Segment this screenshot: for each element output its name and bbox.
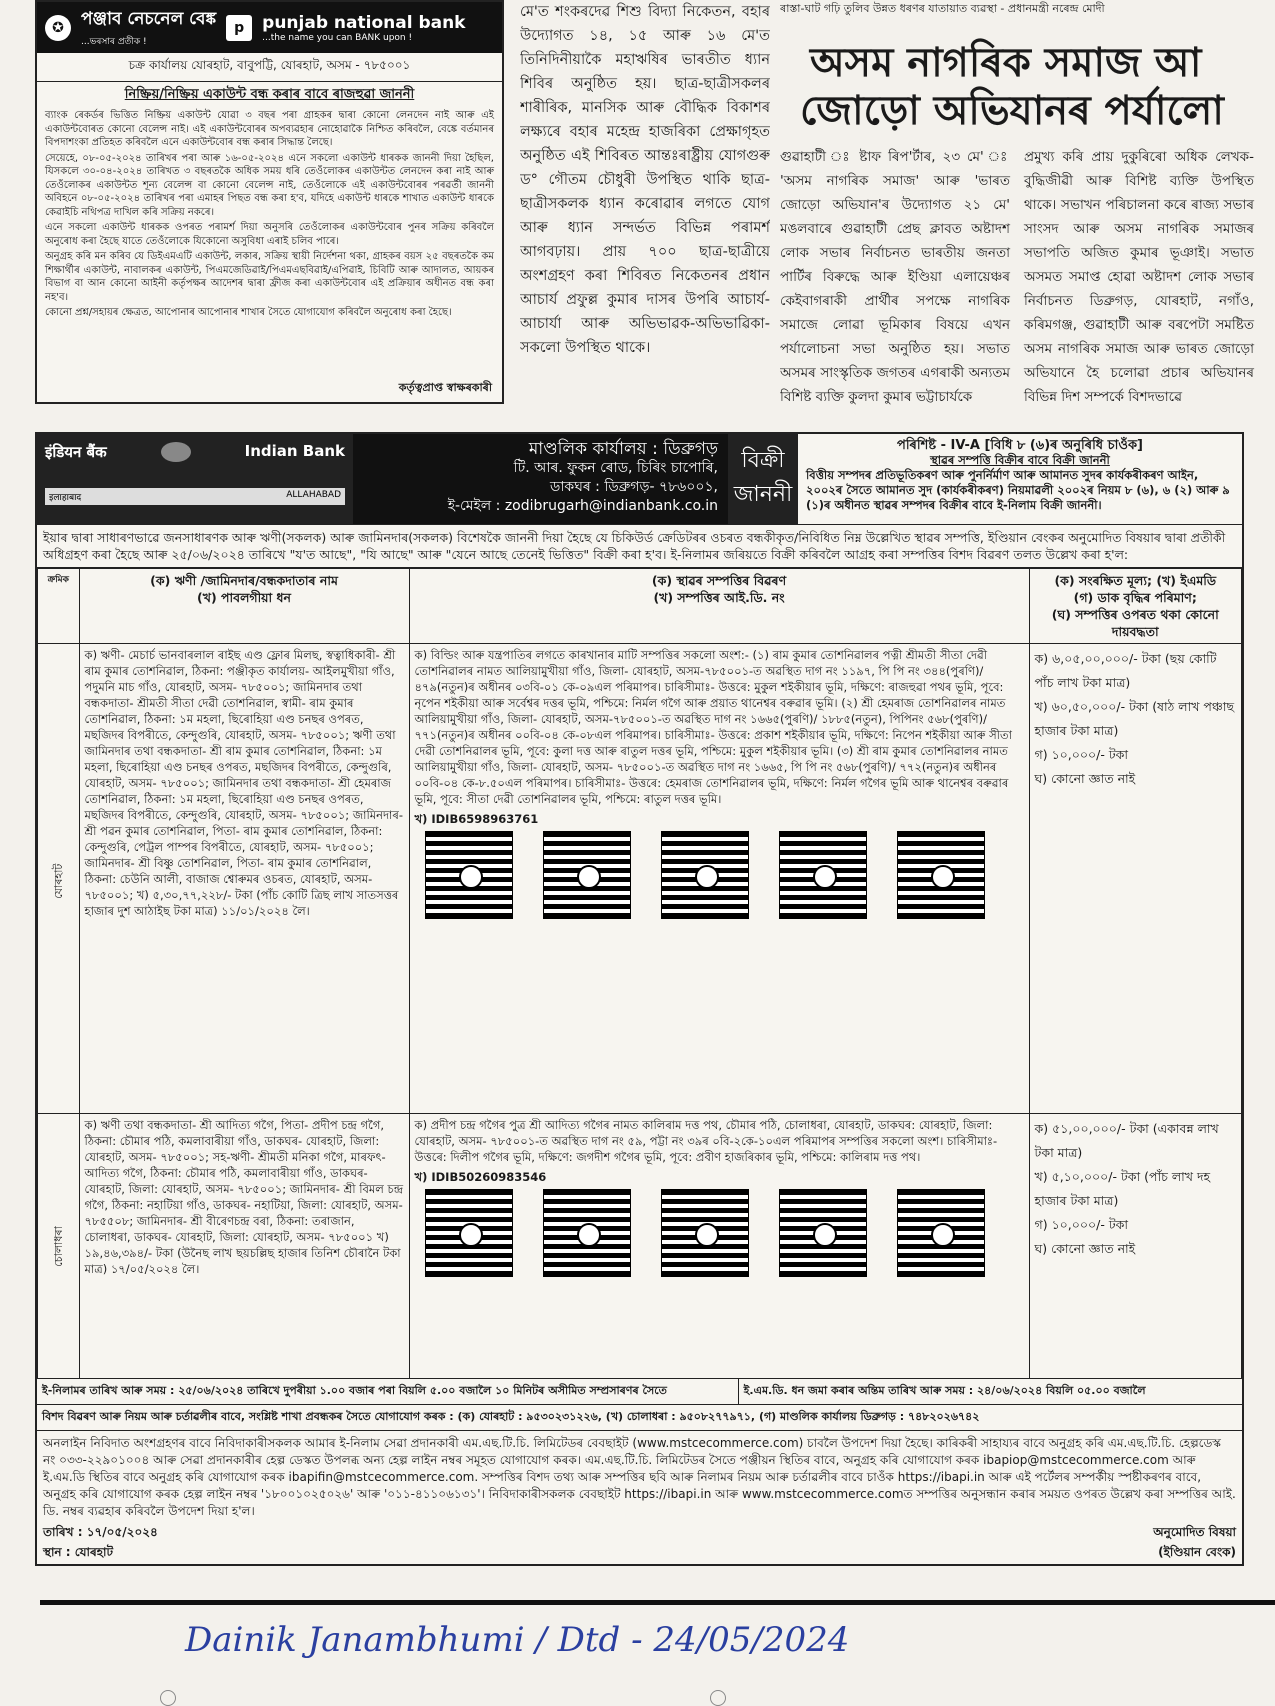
branch-contacts: বিশদ বিৱৰণ আৰু নিয়ম আৰু চৰ্তাৱলীৰ বাবে, সংশ্লিষ্ট শাখা প্ৰবন্ধকৰ সৈতে যোগাযোগ কৰক : (ক) যোৰহাট : ৯৫৩০২৩১২২৬, (খ) চোলাধৰা : ৯৫০৮২৭৭৯৭১, (গ) মাণ্ডলিক কাৰ্যালয় ডিব্ৰুগড় : ৭৪৮২০২৬৭৪২ — [37, 1405, 1242, 1431]
yoga-article — [520, 0, 770, 400]
indian-bank-sub-right: ALLAHABAD — [286, 490, 341, 500]
row-branch: চোলাধৰা — [51, 1225, 65, 1267]
punch-hole-icon — [710, 1690, 726, 1706]
row-borrower: ক) ঋণী- মেচাৰ্চ ভানবাৰলাল ৰাইছ এণ্ড ফ্লোৰ মিলছ, স্বত্বাধিকাৰী- শ্ৰী ৰাম কুমাৰ তোশনিৱাল, ঠিকনা: পঞ্জীকৃত কাৰ্যালয়- আইলমুখীয়া গাঁও, পদুমনি মাচ গাঁও, যোৰহাট, অসম- ৭৮৫০০১; জামিনদাৰ তথা বন্ধকদাতা- শ্ৰীমতী সীতা দেৱী তোশনিৱাল, স্বামী- ৰাম কুমাৰ তোশনিৱাল, ঠিকনা: ১ম মহলা, ছিৰোহিয়া এণ্ড চনছৰ ওপৰত, মছজিদৰ বিপৰীতে, কেন্দুগুৰি, যোৰহাট, অসম- ৭৮৫০০১; ঋণী তথা জামিনদাৰ তথা বন্ধকদাতা- শ্ৰী ৰাম কুমাৰ তোশনিৱাল, ঠিকনা: ১ম মহলা, ছিৰোহিয়া এণ্ড চনছৰ ওপৰত, মছজিদৰ বিপৰীতে, কেন্দুগুৰি, যোৰহাট, অসম- ৭৮৫০০১; জামিনদাৰ তথা বন্ধকদাতা- শ্ৰী হেমৰাজ তোশনিৱাল, ঠিকনা: ১ম মহলা, ছিৰোহিয়া এণ্ড চনছৰ ওপৰত, মছজিদৰ বিপৰীতে, কেন্দুগুৰি, যোৰহাট, অসম- ৭৮৫০০১; জামিনদাৰ- শ্ৰী পৱন কুমাৰ তোশনিৱাল, পিতা- ৰাম কুমাৰ তোশনিৱাল, ঠিকনা: কেন্দুগুৰি, পেট্ৰল পাম্পৰ বিপৰীতে, যোৰহাট, অসম- ৭৮৫০০১; জামিনদাৰ- শ্ৰী বিষ্ণু তোশনিৱাল, পিতা- ৰাম কুমাৰ তোশনিৱাল, ঠিকনা: চেউনি আলী, বাজাজ শ্বোৰুমৰ ওচৰত, যোৰহাট, অসম- ৭৮৫০০১; খ) ৫,৩০,৭৭,২২৮/- টকা (পাঁচ কোটি ত্ৰিছ লাখ সাতসত্তৰ হাজাৰ দুশ আঠাইছ টকা মাত্ৰ) ১১/০১/২০২৪ লৈ। — [79, 644, 409, 1114]
indian-bank-sub-left: इलाहाबाद — [49, 493, 82, 503]
row-property-id: খ) IDIB50260983546 — [414, 1170, 547, 1184]
pnb-para: এনে সকলো একাউন্ট ধাৰকক ওপৰত পৰামৰ্শ দিয়া অনুসৰি তেওঁলোকৰ একাউন্টবোৰ পুনৰ সক্ৰিয় কৰিবলৈ অনুৰোধ কৰা হৈছে যাতে তেওঁলোকে যিকোনো অসুবিধা এৰাই চলিব পাৰে। — [45, 222, 494, 247]
pnb-tagline-en: ...the name you can BANK upon ! — [262, 32, 413, 43]
office-address-1: টি. আৰ. ফুকন ৰোড, চিৰিং চাপোৰি, — [513, 460, 718, 476]
sale-label — [728, 434, 798, 524]
row-property-id: খ) IDIB6598963761 — [414, 812, 539, 826]
pnb-header — [37, 2, 502, 53]
pnb-body — [37, 109, 502, 320]
pnb-p-logo-icon: p — [226, 15, 252, 41]
office-title: মাণ্ডলিক কাৰ্যালয় : ডিব্ৰুগড় — [528, 439, 718, 459]
civil-headline-2: জোড়ো অভিযানৰ পৰ্যালো — [800, 88, 1224, 134]
pnb-name-en: punjab national bank — [262, 12, 466, 33]
pnb-para: ব্যাংক ৰেকৰ্ডৰ ভিত্তিত নিষ্ক্ৰিয় একাউন্ট যোৱা ৩ বছৰ পৰা গ্ৰাহকৰ দ্বাৰা কোনো লেনদেন নাই আৰু এই একাউন্টবোৰত কোনো বেলেন্স নাই। এই একাউন্টবোৰৰ অপব্যৱহাৰ নোহোৱাকৈ নিশ্চিত কৰিবলৈ, বেঙ্কে বৰ্তমানৰ বিপদাশংকা প্ৰতিহত কৰিবলৈ এনে একাউন্টবোৰ বন্ধ কৰাৰ সিদ্ধান্ত লৈছে। — [45, 110, 494, 148]
row-borrower: ক) ঋণী তথা বন্ধকদাতা- শ্ৰী আদিত্য গগৈ, পিতা- প্ৰদীপ চন্দ্ৰ গগৈ, ঠিকনা: চৌমাৰ পঠি, কমলাবাৰীয়া গাঁও, ডাকঘৰ- যোৰহাট, জিলা: যোৰহাট, অসম- ৭৮৫০০১; সহ-ঋণী- শ্ৰীমতী মনিকা গগৈ, মাৰফৎ- আদিত্য গগৈ, ঠিকনা: চৌমাৰ পঠি, কমলাবাৰীয়া গাঁও, ডাকঘৰ- যোৰহাট, জিলা: যোৰহাট, অসম- ৭৮৫০০১; জামিনদাৰ- শ্ৰী বিমল চন্দ্ৰ গগৈ, ঠিকনা: নহাটিয়া গাঁও, ডাকঘৰ- নহাটিয়া, জিলা: যোৰহাট, অসম- ৭৮৫৫০৮; জামিনদাৰ- শ্ৰী বীৰেণচন্দ্ৰ বৰা, ঠিকনা: তৰাজান, চোলাধৰা, ডাকঘৰ- যোৰহাট, জিলা: যোৰহাট, অসম- ৭৮৫০০১ খ) ১৯,৪৬,৩৯৪/- টকা (উনৈছ লাখ ছয়চল্লিছ হাজাৰ তিনিশ চৌৰানৈ টকা মাত্ৰ) ১৭/০৫/২০২৪ লৈ। — [79, 1114, 409, 1379]
table-row — [38, 1114, 1242, 1379]
indian-bank-name-hi: इंडियन बैंक — [45, 443, 107, 461]
table-row — [38, 644, 1242, 1114]
indian-bank-office — [353, 434, 728, 524]
pnb-notice-title: নিষ্ক্ৰিয়/নিষ্ক্ৰিয় একাউন্ট বন্ধ কৰাৰ বাবে ৰাজহুৱা জাননী — [124, 87, 415, 102]
office-email: ই-মেইল : zodibrugarh@indianbank.co.in — [447, 498, 718, 514]
qr-code-icon[interactable] — [425, 831, 513, 919]
row-property: ক) প্ৰদীপ চন্দ্ৰ গগৈৰ পুত্ৰ শ্ৰী আদিত্য গগৈৰ নামত কালিৰাম দত্ত পথ, চৌমাৰ পঠি, চোলাধৰা, যোৰহাট, ডাকঘৰ: যোৰহাট, জিলা: যোৰহাট, অসম- ৭৮৫০০১-ত অৱস্থিত দাগ নং ৫৯, পট্টা নং ৩৯ৰ ০বি-২কে-১০এল পৰিমাপৰ সম্পত্তিৰ সকলো অংশ। চাৰিসীমাঃ- উত্তৰে: দিলীপ গগৈৰ ভূমি, দক্ষিণে: জগদীশ গগৈৰ ভূমি, পূবে: প্ৰবীণ হাজৰিকাৰ ভূমি, পশ্চিমে: কালিৰাম দত্ত পথ। — [414, 1118, 998, 1164]
sale-intro: ইয়াৰ দ্বাৰা সাধাৰণভাৱে জনসাধাৰণক আৰু ঋণী(সকলক) আৰু জামিনদাৰ(সকলক) বিশেষকৈ জাননী দিয়া হৈছে যে চিকিউৰ্ড ক্ৰেডিটৰৰ ওচৰত বন্ধকীকৃত/নিবিধিত নিম্ন উল্লেখিত স্থাৱৰ সম্পত্তি, ইণ্ডিয়ান বেংকৰ অনুমোদিত বিষয়াৰ দ্বাৰা প্ৰতীকী অধিগ্ৰহণ কৰা হৈছে আৰু ২৫/০৬/২০২৪ তাৰিখে "য'ত আছে", "যি আছে" আৰু "যেনে আছে তেনেই ভিত্তিত" বিক্ৰী কৰা হ'ব। ই-নিলামৰ জৰিয়তে বিক্ৰী কৰিবলৈ আগ্ৰহ কৰা সম্পত্তিৰ বিশদ বিৱৰণ তলত উল্লেখ কৰা হ'ল: — [37, 525, 1242, 568]
emd-deadline: ই.এম.ডি. ধন জমা কৰাৰ অন্তিম তাৰিখ আৰু সময় : ২৪/০৬/২০২৪ বিয়লি ০৫.০০ বজালৈ — [743, 1384, 1146, 1397]
authorized-officer-bank: (ইণ্ডিয়ান বেংক) — [1158, 1545, 1236, 1559]
notice-date: তাৰিখ : ১৭/০৫/২০২৪ — [43, 1525, 158, 1539]
footer-text: অনলাইন নিবিদাত অংশগ্ৰহণৰ বাবে নিবিদাকাৰীসকলক আমাৰ ই-নিলাম সেৱা প্ৰদানকাৰী এম.এছ.টি.চি. লিমিটেডৰ বেবছাইট (www.mstcecommerce.com) চাবলৈ উপদেশ দিয়া হৈছে। কাৰিকৰী সাহায্যৰ বাবে অনুগ্ৰহ কৰি এম.এছ.টি.চি. হেল্পডেস্ক নং ০৩৩-২২৯০১০০৪ আৰু সেৱা প্ৰদানকাৰীৰ হেল্প ডেস্কত উপলব্ধ অন্য হেল্প লাইন নম্বৰ সমূহত যোগাযোগ কৰক। এম.এছ.টি.চি. লিমিটেডৰ সৈতে পঞ্জীয়ন স্থিতিৰ বাবে, অনুগ্ৰহ কৰি যোগাযোগ কৰক ibapiop@mstcecommerce.com আৰু ই.এম.ডি স্থিতিৰ বাবে অনুগ্ৰহ কৰি যোগাযোগ কৰক ibapifin@mstcecommerce.com. সম্পত্তিৰ বিশদ তথ্য আৰু সম্পত্তিৰ ছবি আৰু নিলামৰ নিয়ম আৰু চৰ্তাৱলীৰ বাবে চাওঁক https://ibapi.in আৰু এই পৰ্টেলৰ সম্পৰ্কীয় স্পষ্টীকৰণৰ বাবে, অনুগ্ৰহ কৰি যোগাযোগ কৰক হেল্প লাইন নম্বৰ '১৮০০১০২৫০২৬' আৰু '০১১-৪১১০৬১৩১'। নিবিদাকাৰীসকলক বেবছাইট https://ibapi.in আৰু www.mstcecommerce.comত সম্পত্তিৰ অনুসন্ধান কৰাৰ সময়ত ওপৰত উল্লেখ কৰা সম্পত্তিৰ আই. ডি. নম্বৰ ব্যৱহাৰ কৰিবলৈ উপদেশ দিয়া হ'ল। — [43, 1436, 1236, 1518]
pnb-office: চক্ৰ কাৰ্যালয় যোৰহাট, বাবুপট্টি, যোৰহাট, অসম - ৭৮৫০০১ — [37, 53, 502, 82]
indian-bank-name-en: Indian Bank — [244, 442, 345, 460]
qr-code-icon[interactable] — [779, 831, 867, 919]
civil-col1: গুৱাহাটী ঃ ষ্টাফ ৰিপ'ৰ্টাৰ, ২৩ মে' ঃ 'অসম নাগৰিক সমাজ' আৰু 'ভাৰত জোড়ো অভিযান'ৰ উদ্যোগত ২১ মে' মঙলবাৰে গুৱাহাটী প্ৰেছ ক্লাবত অষ্টাদশ লোক সভাৰ নিৰ্বাচনত ভাৰতীয় জনতা পাৰ্টিৰ বিৰুদ্ধে আৰু ইণ্ডিয়া এলায়েঞ্চৰ কেইবাগৰাকী প্ৰাৰ্থীৰ সপক্ষে নাগৰিক সমাজে লোৱা ভূমিকাৰ বিষয়ে এখন পৰ্যালোচনা সভা অনুষ্ঠিত হয়। সভাত অসমৰ সাংস্কৃতিক জগতৰ এগৰাকী অন্যতম বিশিষ্ট ব্যক্তি কুলদা কুমাৰ ভট্টাচাৰ্যকে — [780, 149, 1010, 405]
col-header-sl: ক্ৰমিক — [38, 569, 80, 644]
indian-bank-logo — [37, 434, 353, 524]
row-price: ক) ৫১,০০,০০০/- টকা (একাবন্ন লাখ টকা মাত্ৰ) খ) ৫,১০,০০০/- টকা (পাঁচ লাখ দহ হাজাৰ টকা মাত্ৰ) গ) ১০,০০০/- টকা ঘ) কোনো জ্ঞাত নাই — [1029, 1114, 1241, 1379]
col-header-price: (ক) সংৰক্ষিত মূল্য; (খ) ইএমডি (গ) ডাক বৃদ্ধিৰ পৰিমাণ; (ঘ) সম্পত্তিৰ ওপৰত থকা কোনো দায়বদ্ধতা — [1029, 569, 1241, 644]
sale-label-2: জাননী — [733, 482, 793, 507]
pnb-para: অনুগ্ৰহ কৰি মন কৰিব যে ডিইএমএটি একাউন্ট, লকাৰ, সক্ৰিয় স্থায়ী নিৰ্দেশনা থকা, গ্ৰাহকৰ বয়স ২৫ বছৰতকৈ কম শিক্ষাৰ্থীৰ একাউন্ট, নাবালকৰ একাউন্ট, পিএমজেডিৱাই/পিএমএছবিৱাই/এপিৱাই, চিবিটি আৰু আদালত, আয়কৰ বিভাগ বা আন কোনো আইনী কৰ্তৃপক্ষৰ আদেশৰ দ্বাৰা ফ্ৰীজ কৰা একাউন্টবোৰ এই প্ৰক্ৰিয়াৰ অধীনত বন্ধ কৰা নহ'ব। — [45, 251, 494, 303]
pnb-logo-icon: ✪ — [45, 15, 71, 41]
qr-code-icon[interactable] — [661, 1189, 749, 1277]
handwritten-note: Dainik Janambhumi / Dtd - 24/05/2024 — [185, 1620, 850, 1660]
col-header-property: (ক) স্থাৱৰ সম্পত্তিৰ বিৱৰণ (খ) সম্পত্তিৰ আই.ডি. নং — [409, 569, 1029, 644]
pnb-notice — [35, 0, 504, 404]
pnb-para: কোনো প্ৰশ্ন/সহায়ৰ ক্ষেত্ৰত, আপোনাৰ আপোনাৰ শাখাৰ সৈতে যোগাযোগ কৰিবলৈ অনুৰোধ কৰা হৈছে। — [45, 307, 452, 318]
row-branch: যোৰহাট — [51, 863, 65, 899]
qr-code-icon[interactable] — [897, 1189, 985, 1277]
qr-code-icon[interactable] — [779, 1189, 867, 1277]
notice-place: স্থান : যোৰহাট — [43, 1545, 114, 1559]
appendix-title: স্থাৱৰ সম্পত্তি বিক্ৰীৰ বাবে বিক্ৰী জাননী — [930, 453, 1110, 467]
indian-bank-emblem-icon — [161, 442, 191, 462]
indian-bank-notice — [35, 432, 1244, 1566]
punch-hole-icon — [160, 1690, 176, 1706]
appendix-ref: পৰিশিষ্ট - IV-A [বিধি ৮ (৬)ৰ অনুৰিধি চাওঁক] — [897, 438, 1143, 453]
row-property: ক) বিল্ডিং আৰু যন্ত্ৰপাতিৰ লগতে কাৰখানাৰ মাটি সম্পত্তিৰ সকলো অংশ:- (১) ৰাম কুমাৰ তোশনিৱালৰ পত্নী শ্ৰীমতী সীতা দেৱী তোশনিৱালৰ নামত আলিয়ামুখীয়া গাঁও, জিলা- যোৰহাট, অসম-৭৮৫০০১-ত অৱস্থিত দাগ নং ১১৯৭, পি পি নং ৩৪৪(পুৰণি)/ ৪৭৯(নতুন)ৰ অধীনৰ ০৩বি-০১ কে-০৯এল পৰিমাপৰ। চাৰিসীমাঃ- উত্তৰে: মুকুল শইকীয়াৰ ভূমি, দক্ষিণে: ৰাজহুৱা পথৰ ভূমি, পূবে: নৃপেন শইকীয়া আৰু সৰ্বেশ্বৰ দত্তৰ ভূমি, পশ্চিমে: নিৰ্মল গগৈ আৰু প্ৰয়াত থানেশ্বৰ বৰুৱাৰ ভূমি। (২) শ্ৰী হেমৰাজ তোশনিৱালৰ নামত আলিয়ামুখীয়া গাঁও, জিলা- যোৰহাট, অসম-৭৮৫০০১-ত অৱস্থিত দাগ নং ১৬৬৫(পুৰণি)/ ১৮৮৫(নতুন), পিপিনং ৫৬৮(পুৰণি)/ ৭৭১(নতুন)ৰ অধীনৰ ০০বি-০৪ কে-০৮এল পৰিমাপৰ। চাৰিসীমাঃ- উত্তৰে: প্ৰকাশ শইকীয়াৰ ভূমি, দক্ষিণে: নিপেন শইকীয়া আৰু সীতা দেৱী তোশনিৱালৰ ভূমি, পূবে: কুলা দত্ত আৰু ৰাতুল দত্তৰ ভূমি, পশ্চিমে: মুকুল শইকীয়াৰ ভূমি। (৩) শ্ৰী ৰাম কুমাৰ তোশনিৱালৰ নামত আলিয়ামুখীয়া গাঁও, জিলা- যোৰহাট, অসম- ৭৮৫০০১-ত অৱস্থিত দাগ নং ১৬৬৫, পি পি নং ৫৬৮(পুৰণি)/ ৭৭২(নতুন)ৰ অধীনৰ ০০বি-০৪ কে-৮.৫০এল পৰিমাপৰ। চাৰিসীমাঃ- উত্তৰে: হেমৰাজ তোশনিৱালৰ ভূমি, দক্ষিণে: নিৰ্মল গগৈৰ ভূমি আৰু থানেশ্বৰ বৰুৱাৰ ভূমি, পূবে: সীতা দেৱী তোশনিৱালৰ ভূমি, পশ্চিমে: ৰাতুল দত্তৰ ভূমি। — [414, 648, 1012, 806]
pnb-para: সেয়েহে, ০৮-০৫-২০২৪ তাৰিখৰ পৰা আৰু ১৬-০৫-২০২৪ এনে সকলো একাউন্ট ধাৰকক জাননী দিয়া হৈছিল, যিসকলে ৩০-০৪-২০২৪ তাৰিখত ৩ বছৰতকৈ অধিক সময় ধৰি তেওঁলোকৰ একাউন্টত লেনদেন কৰা নাই আৰু তেওঁলোকৰ একাউন্টত শূন্য বেলেন্স বা কোনো বেলেন্স নাই, তেওঁলোকে এই একাউন্টবোৰৰ পৰৱৰ্তী জাননী অবিহনে ০৮-০৫-২০২৪ তাৰিখৰ পৰা এমাহৰ পিছত বন্ধ কৰা হ'ব, যদিহে একাউন্ট ধাৰকে শাখাত একাউন্ট ধাৰকে কেৱাইচি নথিপত্ৰ দাখিল কৰি সক্ৰিয় নকৰে। — [45, 152, 494, 218]
qr-code-icon[interactable] — [661, 831, 749, 919]
col-header-borrower: (ক) ঋণী /জামিনদাৰ/বন্ধকদাতাৰ নাম (খ) পাবলগীয়া ধন — [79, 569, 409, 644]
civil-col2: প্ৰমুখ্য কৰি প্ৰায় দুকুৰিৰো অধিক লেখক-বুদ্ধিজীৱী আৰু বিশিষ্ট ব্যক্তি উপস্থিত থাকে। সভাখন পৰিচালনা কৰে ৰাজ্য সভাৰ সাংসদ আৰু অসম নাগৰিক সমাজৰ সভাপতি অজিত কুমাৰ ভূঞাই। সভাত অসমত সমাপ্ত হোৱা অষ্টাদশ লোক সভাৰ নিৰ্বাচনত ডিব্ৰুগড়, যোৰহাট, নগাঁও, কৰিমগঞ্জ, গুৱাহাটী আৰু বৰপেটা সমষ্টিত অসম নাগৰিক সমাজ আৰু ভাৰত জোড়ো অভিযানে হৈ চলোৱা প্ৰচাৰ অভিযানৰ বিভিন্ন দিশ সম্পৰ্কে বিশদভাৱে — [1024, 149, 1254, 405]
office-address-2: ডাকঘৰ : ডিব্ৰুগড়- ৭৮৬০০১, — [550, 479, 718, 495]
pnb-name-as: পঞ্জাব নেচনেল বেঙ্ক — [81, 9, 217, 29]
page-divider — [40, 1600, 1275, 1605]
sale-label-1: বিক্ৰী — [741, 448, 785, 473]
property-table — [37, 568, 1242, 1379]
authorized-officer: অনুমোদিত বিষয়া — [1153, 1525, 1236, 1539]
auction-time: ই-নিলামৰ তাৰিখ আৰু সময় : ২৫/০৬/২০২৪ তাৰিখে দুপৰীয়া ১.০০ বজাৰ পৰা বিয়লি ৫.০০ বজালৈ ১০ মিনিটৰ অসীমিত সম্প্ৰসাৰণৰ সৈতে — [37, 1379, 739, 1404]
civil-headline-1: অসম নাগৰিক সমাজ আ — [810, 40, 1202, 86]
pnb-tagline-as: ...ভৰসাৰ প্ৰতীক ! — [81, 37, 147, 47]
yoga-article-text: মে'ত শংকৰদেৱ শিশু বিদ্যা নিকেতন, বহাৰ উদ্যোগত ১৪, ১৫ আৰু ১৬ মে'ত তিনিদিনীয়াকৈ মহাঋষিৰ ভাৰতীত ধ্যান শিবিৰ অনুষ্ঠিত হয়। ছাত্ৰ-ছাত্ৰীসকলৰ শাৰীৰিক, মানসিক আৰু বৌদ্ধিক বিকাশৰ লক্ষ্যৰে বহাৰ মহেন্দ্ৰ হাজৰিকা প্ৰেক্ষাগৃহত অনুষ্ঠিত এই শিবিৰত আন্তঃৰাষ্ট্ৰীয় যোগগুৰু ড° গৌতম চৌধুৰী উপস্থিত থাকি ছাত্ৰ-ছাত্ৰীসকলক ধ্যান কৰোৱাৰ লগতে যোগ আৰু ধ্যান সন্দৰ্ভত বিভিন্ন পৰামৰ্শ আগবঢ়ায়। প্ৰায় ৭০০ ছাত্ৰ-ছাত্ৰীয়ে অংশগ্ৰহণ কৰা শিবিৰত নিকেতনৰ প্ৰধান আচাৰ্য প্ৰফুল্ল কুমাৰ দাসৰ উপৰি আচাৰ্য-আচাৰ্যা আৰু অভিভাৱক-অভিভাৱিকা-সকলো উপস্থিত থাকে। — [520, 4, 770, 356]
qr-code-icon[interactable] — [543, 831, 631, 919]
pnb-signature: কৰ্তৃত্বপ্ৰাপ্ত স্বাক্ষৰকাৰী — [398, 381, 492, 394]
civil-article — [780, 0, 1275, 420]
qr-code-icon[interactable] — [897, 831, 985, 919]
table-header-row — [38, 569, 1242, 644]
civil-top-line: ৰাস্তা-ঘাট গঢ়ি তুলিব উন্নত ধৰণৰ যাতায়াত ব্যৱস্থা - প্ৰধানমন্ত্ৰী নৰেন্দ্ৰ মোদী — [780, 2, 1105, 15]
appendix-body: বিত্তীয় সম্পদৰ প্ৰতিভূতিকৰণ আৰু পুনৰ্নিৰ্মাণ আৰু আমানত সুদৰ কাৰ্যকৰীকৰণ আইন, ২০০২ৰ সৈতে আমানত সুদ (কাৰ্যকৰীকৰণ) নিয়মাৱলী ২০০২ৰ নিয়ম ৮ (৬), ৬ (২) আৰু ৯ (১)ৰ অধীনত স্থাৱৰ সম্পদৰ বিক্ৰীৰ বাবে ই-নিলাম বিক্ৰী জাননী। — [806, 468, 1230, 512]
row-price: ক) ৬,০৫,০০,০০০/- টকা (ছয় কোটি পাঁচ লাখ টকা মাত্ৰ) খ) ৬০,৫০,০০০/- টকা (ষাঠ লাখ পঞ্চাছ হাজাৰ টকা মাত্ৰ) গ) ১০,০০০/- টকা ঘ) কোনো জ্ঞাত নাই — [1029, 644, 1241, 1114]
qr-code-icon[interactable] — [543, 1189, 631, 1277]
qr-code-icon[interactable] — [425, 1189, 513, 1277]
